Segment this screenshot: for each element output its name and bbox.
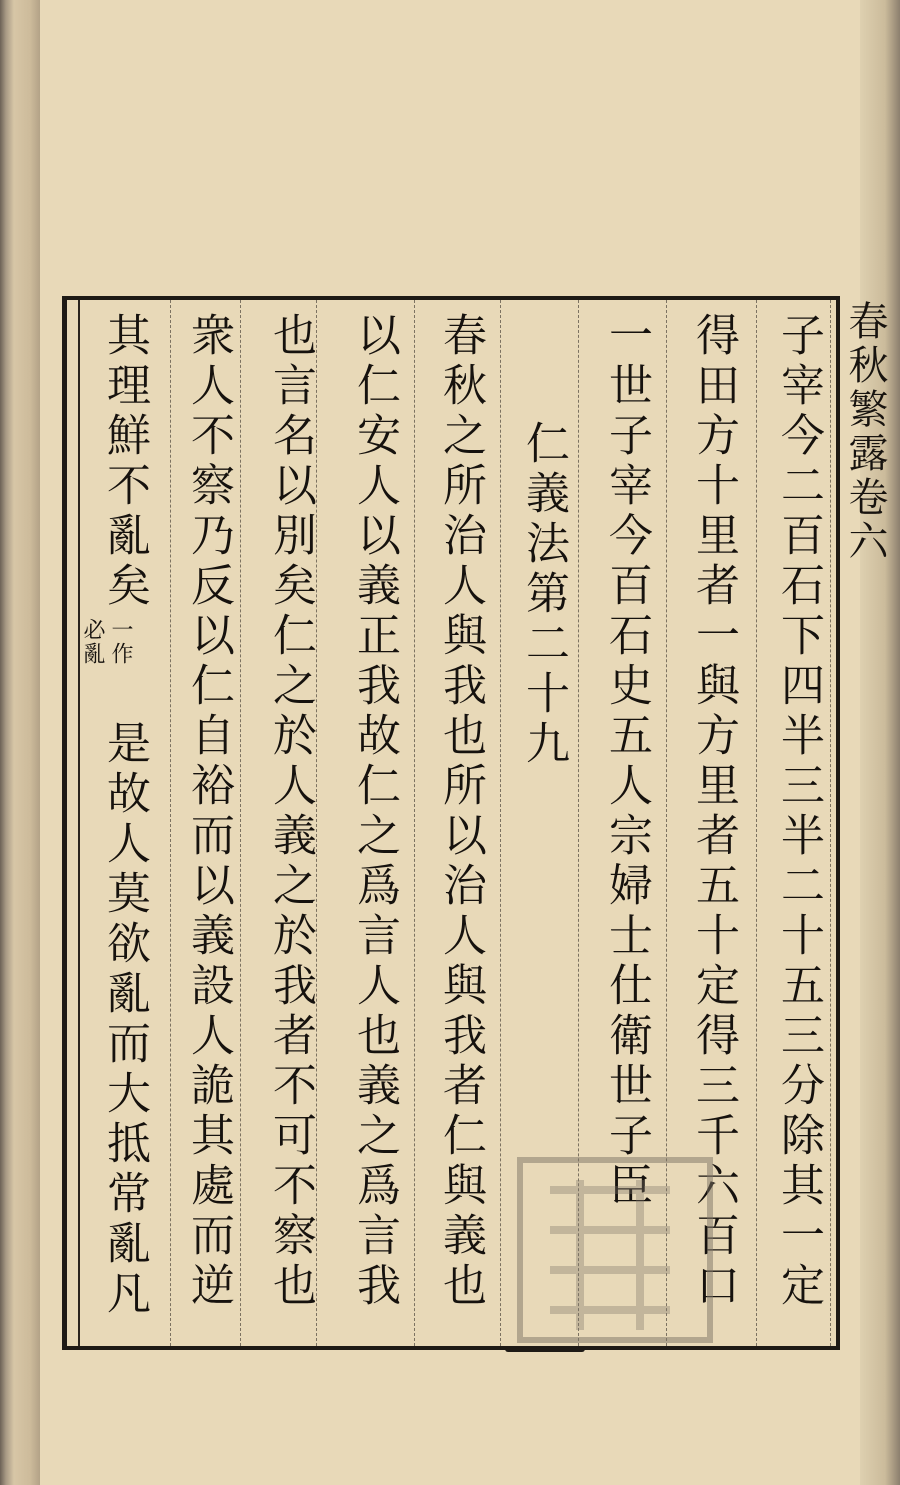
text-column-3: 一世子宰今百石史五人宗婦士仕衛世子臣	[601, 312, 652, 1212]
column-rule	[830, 300, 832, 1346]
text-column-5: 春秋之所治人與我也所以治人與我者仁與義也	[435, 312, 486, 1312]
text-column-8: 衆人不察乃反以仁自裕而以義設人詭其處而逆	[183, 312, 234, 1312]
book-gutter	[0, 0, 40, 1485]
text-column-2: 得田方十里者一與方里者五十定得三千六百口	[688, 312, 739, 1312]
text-column-9: 其理鮮不亂矣	[99, 312, 150, 612]
text-column-1: 子宰今二百石下四半三半二十五三分除其一定	[773, 312, 824, 1312]
column-rule	[414, 300, 416, 1346]
frame-inner-rule	[78, 300, 80, 1346]
chapter-title: 仁義法第二十九	[518, 420, 569, 770]
margin-title	[840, 300, 890, 1350]
facing-page-bleed	[4, 300, 34, 1360]
column-rule	[170, 300, 172, 1346]
column-rule	[756, 300, 758, 1346]
volume-label: 卷六	[842, 476, 888, 564]
column-rule	[240, 300, 242, 1346]
book-title: 春秋繁露	[842, 300, 888, 476]
collector-seal	[490, 1150, 730, 1360]
text-column-9-continued: 是故人莫欲亂而大抵常亂凡	[99, 720, 150, 1320]
text-column-6: 以仁安人以義正我故仁之爲言人也義之爲言我	[349, 312, 400, 1312]
interlinear-note-line-1: 一作	[108, 618, 133, 666]
frame-foot-mark	[505, 1346, 585, 1352]
text-column-7: 也言名以別矣仁之於人義之於我者不可不察也	[265, 312, 316, 1312]
interlinear-note-line-2: 必亂	[80, 618, 105, 666]
